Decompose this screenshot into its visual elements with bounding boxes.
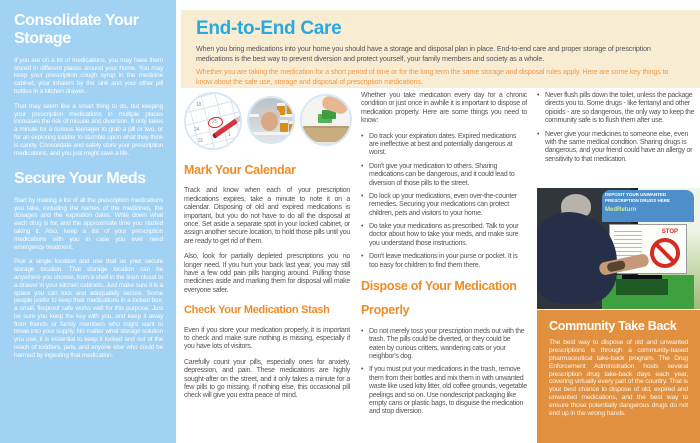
body-paragraph: Carefully count your pills, especially ones for anxiety, depression, and pain. These medications are highly sought-after on the street, and it only takes a minute for a few pills to go missing. If nothing else, this occasional pill check will give you extra peace of mind. (184, 358, 350, 400)
body-paragraph: Track and know when each of your prescription medications expires, take a minute to note it on a calendar. Disposing of old and expired medications is important, but you do not have to do all the disposal at once. Set aside a separate spot in your locked cabinet, or assign another secure location, to hold those pills until you are ready to get rid of them. (184, 187, 350, 245)
bullet-item: • Never give your medicines to someone else, even with the same medical condition. Sharing drugs is dangerous, and your friend could have an allergy or sensitivity to that medication. (537, 131, 700, 165)
dispose-title-line2: Properly (361, 303, 410, 318)
header-highlight: Whether you are taking the medication for a short period of time or for the long term the same storage and disposal rules apply. Here are some key things to know about the safe use, storage and disposal of prescription medications. (196, 67, 669, 87)
community-take-back-box (537, 310, 700, 443)
header-intro: When you bring medications into your home you should have a storage and disposal plan in place. End-to-end care and proper storage of prescription medications is the best way to prevent diversion and protect yourself, your family members and society as a whole. (196, 44, 651, 63)
calendar-photo-circle (184, 92, 242, 150)
person-depositing-meds (537, 192, 627, 309)
never-do-column (537, 92, 700, 169)
prohibition-icon (650, 238, 680, 268)
calendar-date: 25 (212, 119, 218, 125)
bullet-item: • Don't give your medication to others. Sharing medications can be dangerous, and it could lead to diversion of those pills to the street. (361, 163, 527, 188)
sidebar-title-secure: Secure Your Meds (14, 170, 146, 188)
person-torso (537, 212, 617, 304)
trash-bin-lid (300, 126, 352, 142)
medicine-cabinet-photo-circle (247, 96, 295, 144)
pill-bottle-icon (289, 121, 295, 133)
calendar-date: 18 (196, 102, 202, 108)
body-paragraph: Even if you store your medication properly, it is important to check and make sure nothing is missing, especially if you have lots of visitors. (184, 326, 350, 351)
calendar-date: 24 (194, 127, 200, 133)
section-title-take-back: Community Take Back (549, 319, 677, 333)
arm-tattoo (606, 260, 625, 273)
section-title-mark-calendar: Mark Your Calendar (184, 163, 296, 177)
section-title-check-stash: Check Your Medication Stash (184, 304, 330, 317)
man-face (261, 112, 278, 131)
sidebar-paragraph: Pick a single location and use that as your secure storage location. That storage location can be anywhere you choose, from a shelf in the linen closet to a drawer in your kitchen cabinets. Just make sure it is a space you can lock and adequately secure. Some people prefer to keep their medications in a locked box; a small, fireproof safe works well for this purpose. Just be sure you keep the key with you, and keep it away from friends or family members who might want to break into your supply. No matter what storage solution you use, it is essential to keep it locked and out of the reach of toddlers, pets, and anyone else who could be harmed by ingesting that medication. (14, 258, 163, 359)
column2-intro: Whether you take medication every day for a chronic condition or just once in awhile it is important to dispose of medication properly. Here are some things you need to know: (361, 92, 527, 125)
bullet-item: • Do not merely toss your prescription meds out with the trash. The pills could be diverted, or they could be eaten by curious critters, wandering cats or your neighbor's dog. (361, 328, 527, 362)
kiosk-sign-text: DEPOSIT YOUR UNWANTED (605, 192, 667, 197)
bullet-item: • Do lock up your medications, even over-the-counter remedies. Securing your medications can protect children, pets and visitors to your home. (361, 193, 527, 218)
bullet-item: • Do take your medications as prescribed. Talk to your doctor about how to take your meds, and make sure you understand those instructions. (361, 223, 527, 248)
kiosk-sign-text: PRESCRIPTION DRUGS HERE (605, 197, 671, 203)
sidebar-paragraph: Start by making a list of all the prescription medications you take, including the names of the medicines, the dosages and the expiration dates. Write down what each drug is for, and the approximate time you started taking it. Also, keep a list of your prescription medications with you in case you ever need emergency treatment. (14, 196, 163, 251)
pill-bottle-icon (287, 102, 295, 114)
header-band (181, 10, 700, 88)
pill-bottle-icon (280, 120, 288, 132)
cabinet-shelf (249, 132, 293, 135)
bullet-item: • Do track your expiration dates. Expired medications are ineffective at best and potentially dangerous at worst. (361, 133, 527, 158)
trash-disposal-photo-circle (300, 94, 352, 146)
calendar-date: 1 (228, 132, 231, 138)
take-back-body: The best way to dispose of old and unwanted prescriptions is through a community-based pharmaceutical take-back program. The Drug Enforcement Administration hosts several prescription drug take-back days each year, covering virtually every part of the country. That is your best chance to dispose of old, expired and unwanted medications, and the best way to ensure those potentially dangerous drugs do not end up in the wrong hands. (549, 339, 688, 417)
calendar-column (184, 92, 350, 408)
medreturn-logo: MedReturn (605, 207, 637, 214)
section-title-dispose (361, 279, 527, 318)
page-title: End-to-End Care (196, 18, 342, 39)
medreturn-kiosk-photo (537, 188, 700, 309)
calendar-date: 31 (198, 138, 204, 144)
bullet-item: • Don't leave medications in your purse or pocket. It is too easy for children to find them there. (361, 253, 527, 270)
bullet-item: • Never flush pills down the toilet, unless the package directs you to. Some drugs - like fentanyl and other opioids - are so dangerous, the only way to keep the community safe is to flush them after use. (537, 92, 700, 126)
sidebar-paragraph: If you are on a lot of medications, you may have them stored in different places around your home. You may keep your prescription cough syrup in the medicine cabinet, your inhalers by the sink and your other pill bottles in a kitchen drawer. (14, 56, 163, 95)
storage-sidebar (0, 0, 176, 443)
sidebar-paragraph: That may seem like a smart thing to do, but keeping your prescription medications in multiple places increases the risk of misuse and diversion. It only takes a minute for a curious teenager to grab a pill or two, or for an exploring toddler to stumble upon what they think is candy. Consolidate and safely store your prescription medications, and you just might save a life. (14, 102, 163, 157)
body-paragraph: Also, look for partially depleted prescriptions you no longer need. If you hurt your back last year, you may still have a few odd pain pills hanging around. Pulling those medicines aside and marking them for disposal will make everyone safer. (184, 253, 350, 294)
disposal-column (361, 92, 527, 443)
dispose-title-line1: Dispose of Your Medication (361, 279, 517, 294)
stop-label: STOP (661, 229, 678, 235)
sidebar-title-consolidate: Consolidate Your Storage (14, 12, 139, 48)
bullet-item: • If you must put your medications in the trash, remove them from their bottles and mix them in with unwanted waste like used kitty litter, old coffee grounds, vegetable peelings and so on. Use nondescript packaging like empty cans or plastic bags, to disguise the medication and stop diversion. (361, 366, 527, 416)
photo-circle-row (184, 92, 350, 154)
